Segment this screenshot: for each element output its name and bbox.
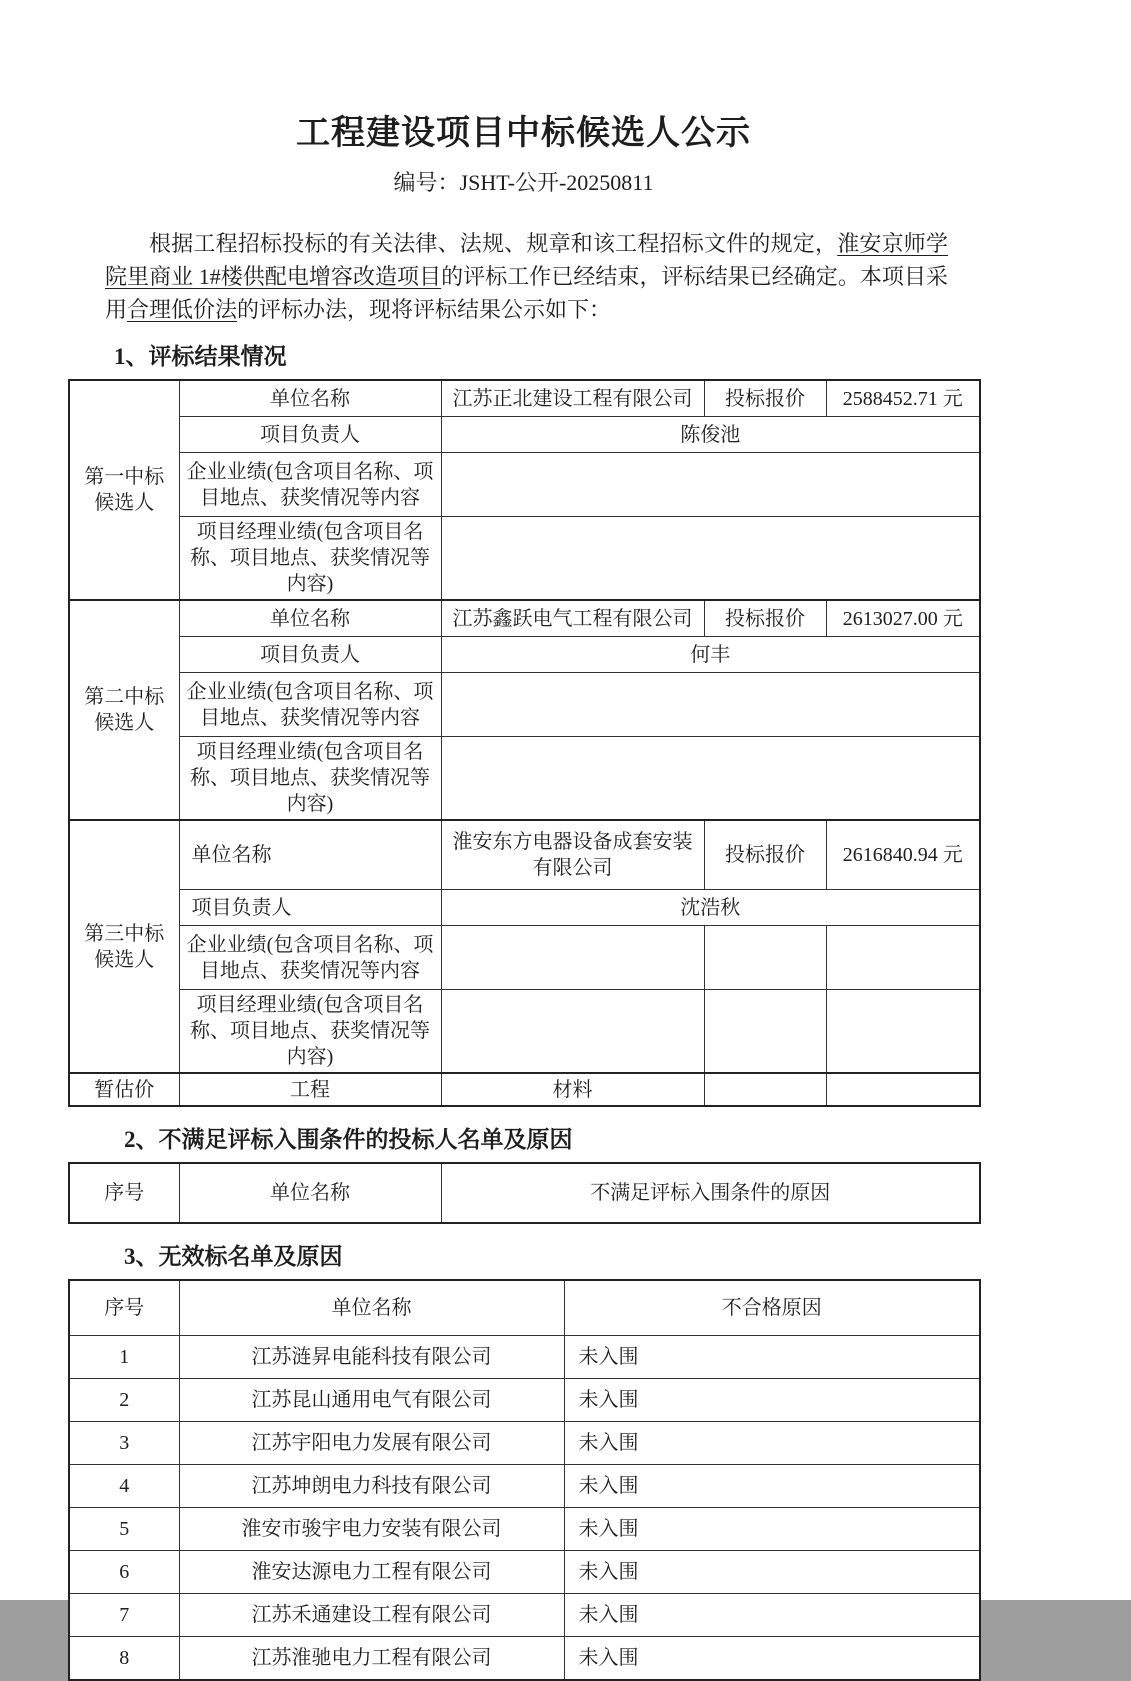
- project-leader-label: 项目负责人: [179, 890, 441, 926]
- empty-cell: [826, 990, 980, 1074]
- row-number: 6: [69, 1551, 179, 1594]
- company-name: 江苏禾通建设工程有限公司: [179, 1594, 564, 1637]
- table-row: [69, 1594, 980, 1637]
- column-header-no: 序号: [69, 1280, 179, 1336]
- document-content: [68, 0, 979, 1681]
- invalid-bids-table: [68, 1279, 981, 1681]
- excluded-bidders-table: [68, 1162, 981, 1224]
- manager-performance-label: 项目经理业绩(包含项目名称、项目地点、获奖情况等内容): [179, 990, 441, 1074]
- reason-value: 未入围: [564, 1465, 980, 1508]
- reason-value: 未入围: [564, 1336, 980, 1379]
- column-header-no: 序号: [69, 1163, 179, 1223]
- company-name: 淮安达源电力工程有限公司: [179, 1551, 564, 1594]
- candidate3-bid-price-value: 2616840.94 元: [826, 820, 980, 890]
- table-row: [69, 1422, 980, 1465]
- project-leader-label: 项目负责人: [179, 417, 441, 453]
- table-row: [69, 1551, 980, 1594]
- candidate2-enterprise-performance-value: [441, 673, 980, 737]
- company-name: 江苏宇阳电力发展有限公司: [179, 1422, 564, 1465]
- candidate2-bid-price-value: 2613027.00 元: [826, 600, 980, 637]
- table-row: [69, 1465, 980, 1508]
- row-number: 4: [69, 1465, 179, 1508]
- enterprise-performance-label: 企业业绩(包含项目名称、项目地点、获奖情况等内容: [179, 926, 441, 990]
- candidate1-rank-label: 第一中标候选人: [69, 380, 179, 600]
- candidate3-leader-name: 沈浩秋: [441, 890, 980, 926]
- bid-price-label: 投标报价: [704, 380, 826, 417]
- company-name: 江苏淮驰电力工程有限公司: [179, 1637, 564, 1681]
- company-name: 淮安市骏宇电力安装有限公司: [179, 1508, 564, 1551]
- enterprise-performance-label: 企业业绩(包含项目名称、项目地点、获奖情况等内容: [179, 453, 441, 517]
- candidate1-bid-price-value: 2588452.71 元: [826, 380, 980, 417]
- manager-performance-label: 项目经理业绩(包含项目名称、项目地点、获奖情况等内容): [179, 517, 441, 601]
- empty-cell: [704, 1073, 826, 1106]
- unit-name-label: 单位名称: [179, 600, 441, 637]
- reason-value: 未入围: [564, 1551, 980, 1594]
- intro-segment: 的评标工作已经结束，评标结果已经确定。本项目采用: [105, 264, 948, 322]
- reason-value: 未入围: [564, 1637, 980, 1681]
- column-header-unit: 单位名称: [179, 1280, 564, 1336]
- candidate3-rank-label: 第三中标候选人: [69, 820, 179, 1073]
- intro-project-name-underlined: 淮安京师学院里商业 1#楼供配电增容改造项目: [105, 231, 948, 289]
- candidate3-manager-performance-value: [441, 990, 704, 1074]
- candidate2-rank-label: 第二中标候选人: [69, 600, 179, 820]
- company-name: 江苏涟昇电能科技有限公司: [179, 1336, 564, 1379]
- intro-segment: 的评标办法，现将评标结果公示如下：: [237, 297, 612, 322]
- company-name: 江苏坤朗电力科技有限公司: [179, 1465, 564, 1508]
- empty-cell: [826, 926, 980, 990]
- unit-name-label: 单位名称: [179, 820, 441, 890]
- company-name: 江苏昆山通用电气有限公司: [179, 1379, 564, 1422]
- enterprise-performance-label: 企业业绩(包含项目名称、项目地点、获奖情况等内容: [179, 673, 441, 737]
- doc-number: 编号：JSHT-公开-20250811: [393, 170, 654, 195]
- intro-method-underlined: 合理低价法: [127, 297, 238, 322]
- column-header-reason: 不合格原因: [564, 1280, 980, 1336]
- row-number: 2: [69, 1379, 179, 1422]
- row-number: 7: [69, 1594, 179, 1637]
- page-title: 工程建设项目中标候选人公示: [296, 115, 751, 152]
- manager-performance-label: 项目经理业绩(包含项目名称、项目地点、获奖情况等内容): [179, 737, 441, 821]
- candidate3-enterprise-performance-value: [441, 926, 704, 990]
- row-number: 3: [69, 1422, 179, 1465]
- estimate-material-label: 材料: [441, 1073, 704, 1106]
- candidate1-leader-name: 陈俊池: [441, 417, 980, 453]
- reason-value: 未入围: [564, 1594, 980, 1637]
- row-number: 8: [69, 1637, 179, 1681]
- candidate2-leader-name: 何丰: [441, 637, 980, 673]
- project-leader-label: 项目负责人: [179, 637, 441, 673]
- reason-value: 未入围: [564, 1508, 980, 1551]
- candidate2-company-name: 江苏鑫跃电气工程有限公司: [441, 600, 704, 637]
- empty-cell: [704, 990, 826, 1074]
- table-row: [69, 1637, 980, 1681]
- reason-value: 未入围: [564, 1379, 980, 1422]
- row-number: 1: [69, 1336, 179, 1379]
- candidate3-company-name: 淮安东方电器设备成套安装有限公司: [441, 820, 704, 890]
- section2-heading: 2、不满足评标入围条件的投标人名单及原因: [124, 1127, 573, 1152]
- reason-value: 未入围: [564, 1422, 980, 1465]
- section1-heading: 1、评标结果情况: [114, 344, 287, 369]
- empty-cell: [704, 926, 826, 990]
- evaluation-results-table: [68, 379, 981, 1107]
- table-row: [69, 1336, 980, 1379]
- intro-segment: 根据工程招标投标的有关法律、法规、规章和该工程招标文件的规定，: [149, 231, 838, 256]
- estimate-label: 暂估价: [69, 1073, 179, 1106]
- empty-cell: [826, 1073, 980, 1106]
- candidate1-enterprise-performance-value: [441, 453, 980, 517]
- unit-name-label: 单位名称: [179, 380, 441, 417]
- section3-heading: 3、无效标名单及原因: [124, 1244, 343, 1269]
- bid-price-label: 投标报价: [704, 820, 826, 890]
- row-number: 5: [69, 1508, 179, 1551]
- column-header-unit: 单位名称: [179, 1163, 441, 1223]
- candidate1-manager-performance-value: [441, 517, 980, 601]
- intro-paragraph: [105, 227, 948, 326]
- candidate2-manager-performance-value: [441, 737, 980, 821]
- bid-price-label: 投标报价: [704, 600, 826, 637]
- table-row: [69, 1508, 980, 1551]
- column-header-reason: 不满足评标入围条件的原因: [441, 1163, 980, 1223]
- candidate1-company-name: 江苏正北建设工程有限公司: [441, 380, 704, 417]
- table-row: [69, 1379, 980, 1422]
- estimate-project-label: 工程: [179, 1073, 441, 1106]
